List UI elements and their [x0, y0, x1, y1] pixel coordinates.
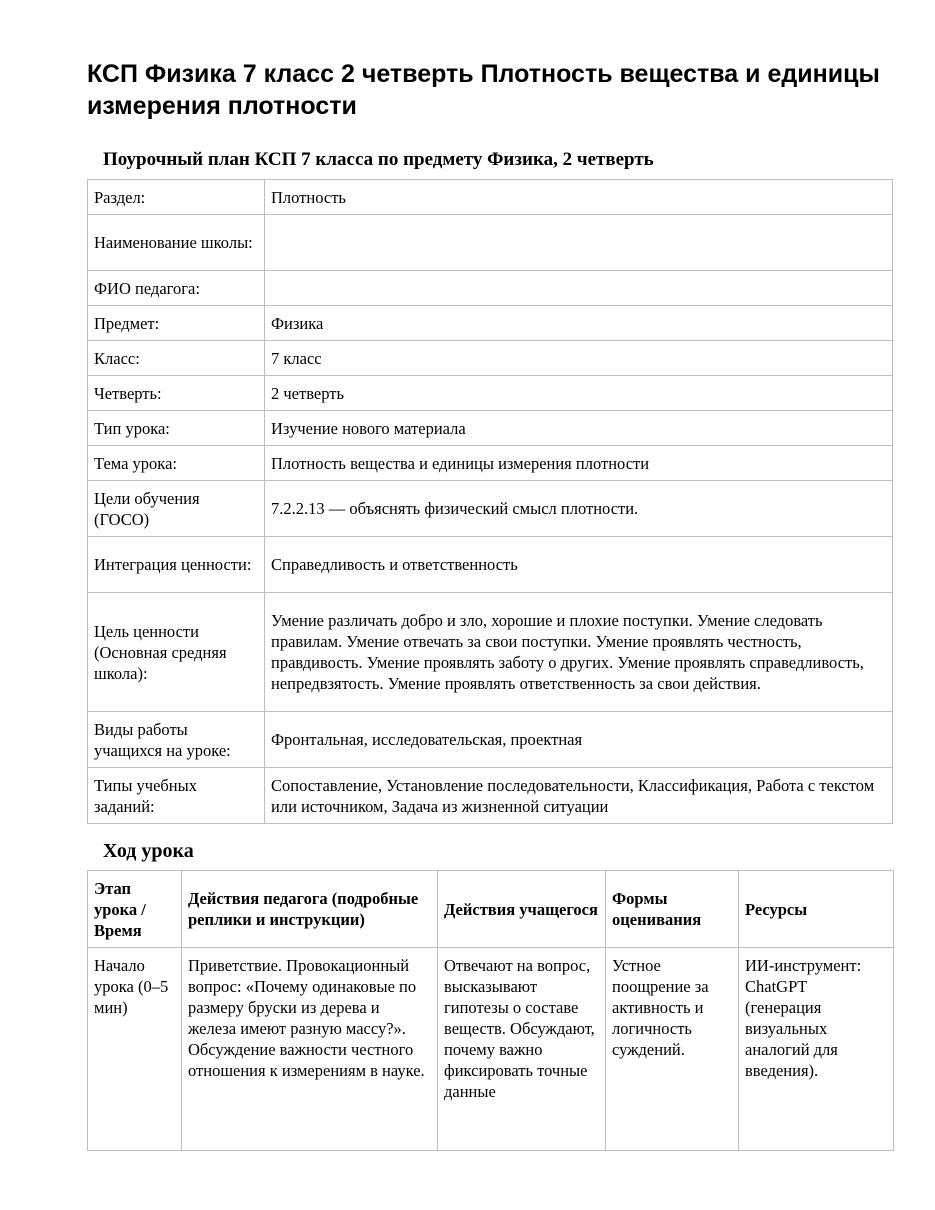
header-stage: Этап урока / Время	[88, 871, 182, 948]
info-label: Класс:	[88, 341, 265, 376]
header-assessment: Формы оценивания	[606, 871, 739, 948]
resources-cell: ИИ-инструмент: ChatGPT (генерация визуальных аналогий для введения).	[739, 948, 894, 1151]
info-value: Плотность вещества и единицы измерения плотности	[265, 446, 893, 481]
info-value	[265, 271, 893, 306]
info-label: Цели обучения (ГОСО)	[88, 481, 265, 537]
info-value: 2 четверть	[265, 376, 893, 411]
info-label: Типы учебных заданий:	[88, 768, 265, 824]
table-row	[88, 271, 893, 306]
table-row	[88, 712, 893, 768]
lesson-progress-heading: Ход урока	[103, 840, 194, 862]
info-value: 7.2.2.13 — объяснять физический смысл плотности.	[265, 481, 893, 537]
table-row	[88, 948, 894, 1151]
info-label: Раздел:	[88, 180, 265, 215]
plan-subtitle: Поурочный план КСП 7 класса по предмету Физика, 2 четверть	[103, 149, 654, 170]
info-label: Цель ценности (Основная средняя школа):	[88, 593, 265, 712]
table-header-row	[88, 871, 894, 948]
info-label: Четверть:	[88, 376, 265, 411]
info-label: Интеграция ценности:	[88, 537, 265, 593]
info-value	[265, 215, 893, 271]
table-row	[88, 215, 893, 271]
info-value: 7 класс	[265, 341, 893, 376]
stage-cell: Начало урока (0–5 мин)	[88, 948, 182, 1151]
teacher-actions-cell: Приветствие. Провокационный вопрос: «Почему одинаковые по размеру бруски из дерева и железа имеют разную массу?». Обсуждение важности честного отношения к измерениям в науке.	[182, 948, 438, 1151]
table-row	[88, 341, 893, 376]
table-row	[88, 376, 893, 411]
info-value: Сопоставление, Установление последовательности, Классификация, Работа с текстом или источником, Задача из жизненной ситуации	[265, 768, 893, 824]
info-value: Фронтальная, исследовательская, проектная	[265, 712, 893, 768]
info-value: Изучение нового материала	[265, 411, 893, 446]
info-label: ФИО педагога:	[88, 271, 265, 306]
info-value: Плотность	[265, 180, 893, 215]
info-label: Тип урока:	[88, 411, 265, 446]
table-row	[88, 180, 893, 215]
info-label: Наименование школы:	[88, 215, 265, 271]
table-row	[88, 481, 893, 537]
info-value: Умение различать добро и зло, хорошие и плохие поступки. Умение следовать правилам. Умение отвечать за свои поступки. Умение проявлять честность, правдивость. Умение проявлять заботу о других. Умение проявлять справедливость, непредвзятость. Умение проявлять ответственность за свои действия.	[265, 593, 893, 712]
table-row	[88, 537, 893, 593]
assessment-cell: Устное поощрение за активность и логичность суждений.	[606, 948, 739, 1151]
lesson-info-table	[87, 179, 893, 824]
student-actions-cell: Отвечают на вопрос, высказывают гипотезы о составе веществ. Обсуждают, почему важно фиксировать точные данные	[438, 948, 606, 1151]
info-label: Предмет:	[88, 306, 265, 341]
table-row	[88, 593, 893, 712]
table-row	[88, 446, 893, 481]
info-value: Физика	[265, 306, 893, 341]
table-row	[88, 411, 893, 446]
document-title: КСП Физика 7 класс 2 четверть Плотность вещества и единицы измерения плотности	[87, 60, 880, 120]
lesson-progress-table	[87, 870, 894, 1151]
info-label: Виды работы учащихся на уроке:	[88, 712, 265, 768]
header-teacher-actions: Действия педагога (подробные реплики и инструкции)	[182, 871, 438, 948]
table-row	[88, 768, 893, 824]
table-row	[88, 306, 893, 341]
header-resources: Ресурсы	[739, 871, 894, 948]
info-label: Тема урока:	[88, 446, 265, 481]
info-value: Справедливость и ответственность	[265, 537, 893, 593]
header-student-actions: Действия учащегося	[438, 871, 606, 948]
